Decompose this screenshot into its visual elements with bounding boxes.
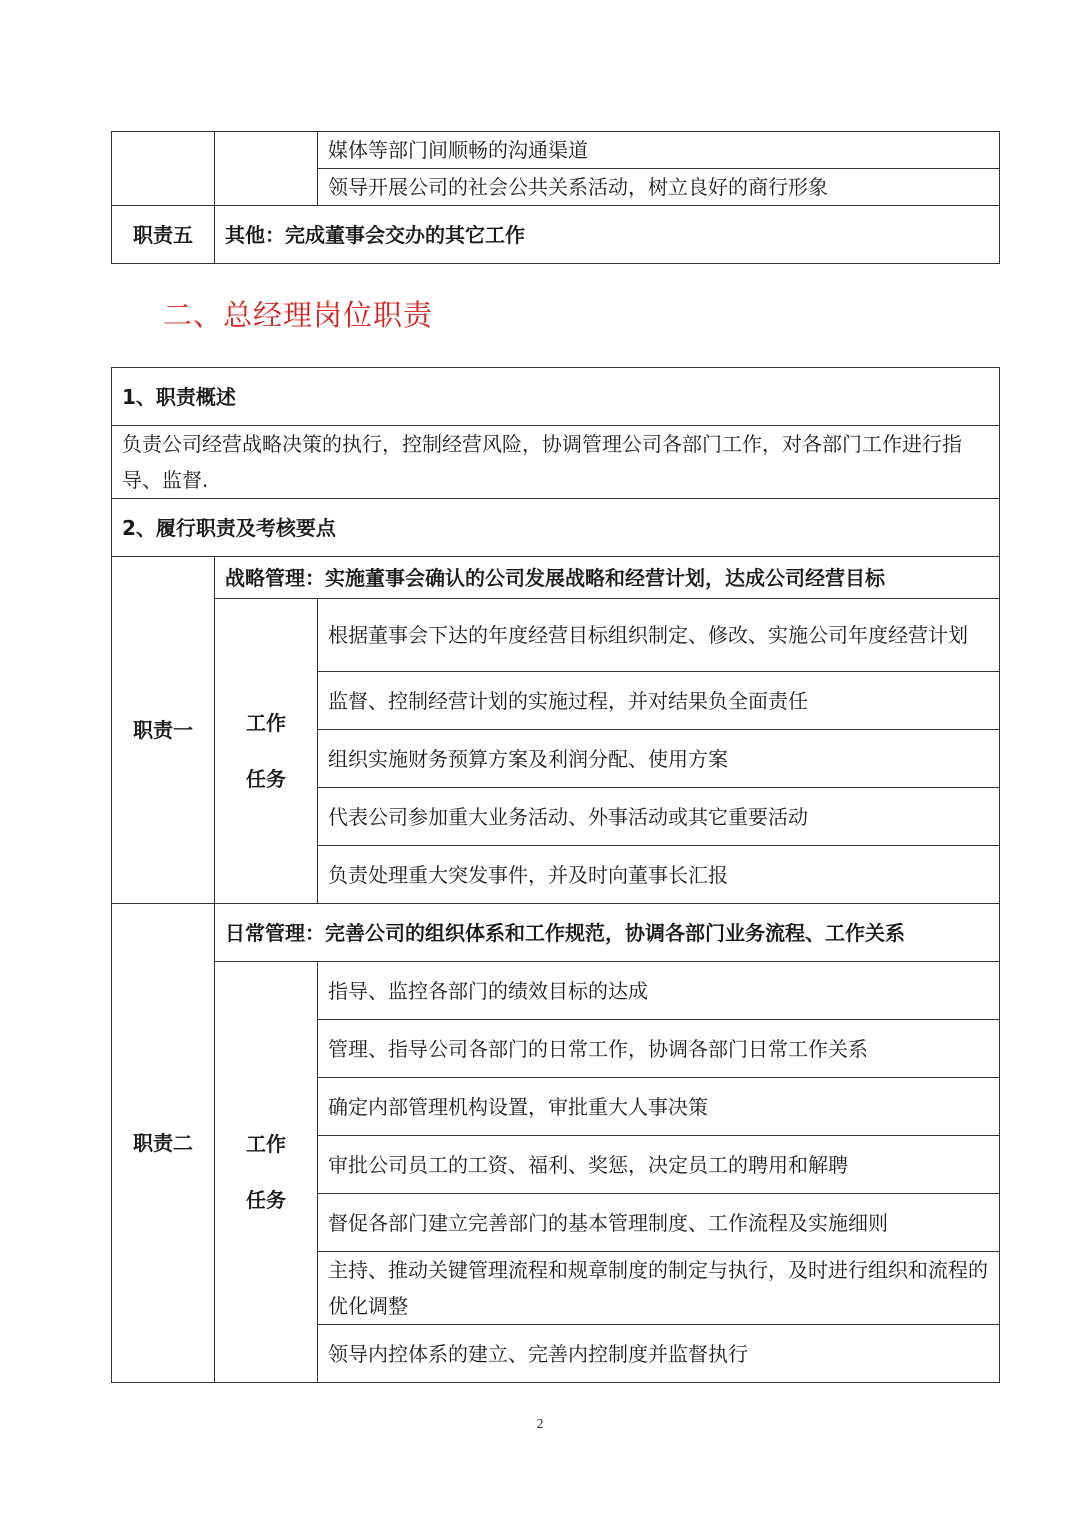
blank-cell — [112, 132, 215, 206]
duty2-summary: 日常管理：完善公司的组织体系和工作规范，协调各部门业务流程、工作关系 — [215, 904, 1000, 962]
duty5-text: 其他：完成董事会交办的其它工作 — [215, 206, 1000, 264]
task-cell: 媒体等部门间顺畅的沟通渠道 — [318, 132, 1000, 169]
duty1-task: 监督、控制经营计划的实施过程，并对结果负全面责任 — [318, 672, 1000, 730]
duty1-summary: 战略管理：实施董事会确认的公司发展战略和经营计划，达成公司经营目标 — [215, 557, 1000, 599]
duty2-task: 督促各部门建立完善部门的基本管理制度、工作流程及实施细则 — [318, 1194, 1000, 1252]
duty2-task: 主持、推动关键管理流程和规章制度的制定与执行，及时进行组织和流程的优化调整 — [318, 1252, 1000, 1325]
gm-responsibility-table — [111, 367, 1000, 1383]
duty1-task: 负责处理重大突发事件，并及时向董事长汇报 — [318, 846, 1000, 904]
duty5-label: 职责五 — [112, 206, 215, 264]
task-cell: 领导开展公司的社会公共关系活动，树立良好的商行形象 — [318, 169, 1000, 206]
duty2-label: 职责二 — [112, 904, 215, 1383]
overview-title: 1、职责概述 — [112, 368, 1000, 426]
duty2-task: 审批公司员工的工资、福利、奖惩，决定员工的聘用和解聘 — [318, 1136, 1000, 1194]
duty2-task: 确定内部管理机构设置，审批重大人事决策 — [318, 1078, 1000, 1136]
duty1-task: 根据董事会下达的年度经营目标组织制定、修改、实施公司年度经营计划 — [318, 599, 1000, 672]
duty2-task: 领导内控体系的建立、完善内控制度并监督执行 — [318, 1325, 1000, 1383]
duty2-task: 指导、监控各部门的绩效目标的达成 — [318, 962, 1000, 1020]
duty1-task-label: 工作任务 — [215, 599, 318, 904]
page-number: 2 — [536, 1417, 544, 1432]
duty1-task: 组织实施财务预算方案及利润分配、使用方案 — [318, 730, 1000, 788]
overview-text: 负责公司经营战略决策的执行，控制经营风险，协调管理公司各部门工作，对各部门工作进行指导、监督. — [112, 426, 1000, 499]
duty2-task-label: 工作任务 — [215, 962, 318, 1383]
duty2-task: 管理、指导公司各部门的日常工作，协调各部门日常工作关系 — [318, 1020, 1000, 1078]
duty1-task: 代表公司参加重大业务活动、外事活动或其它重要活动 — [318, 788, 1000, 846]
section-heading: 二、总经理岗位职责 — [163, 298, 434, 332]
points-title: 2、履行职责及考核要点 — [112, 499, 1000, 557]
responsibility-table-continued — [111, 131, 1000, 264]
blank-cell — [215, 132, 318, 206]
duty1-label: 职责一 — [112, 557, 215, 904]
